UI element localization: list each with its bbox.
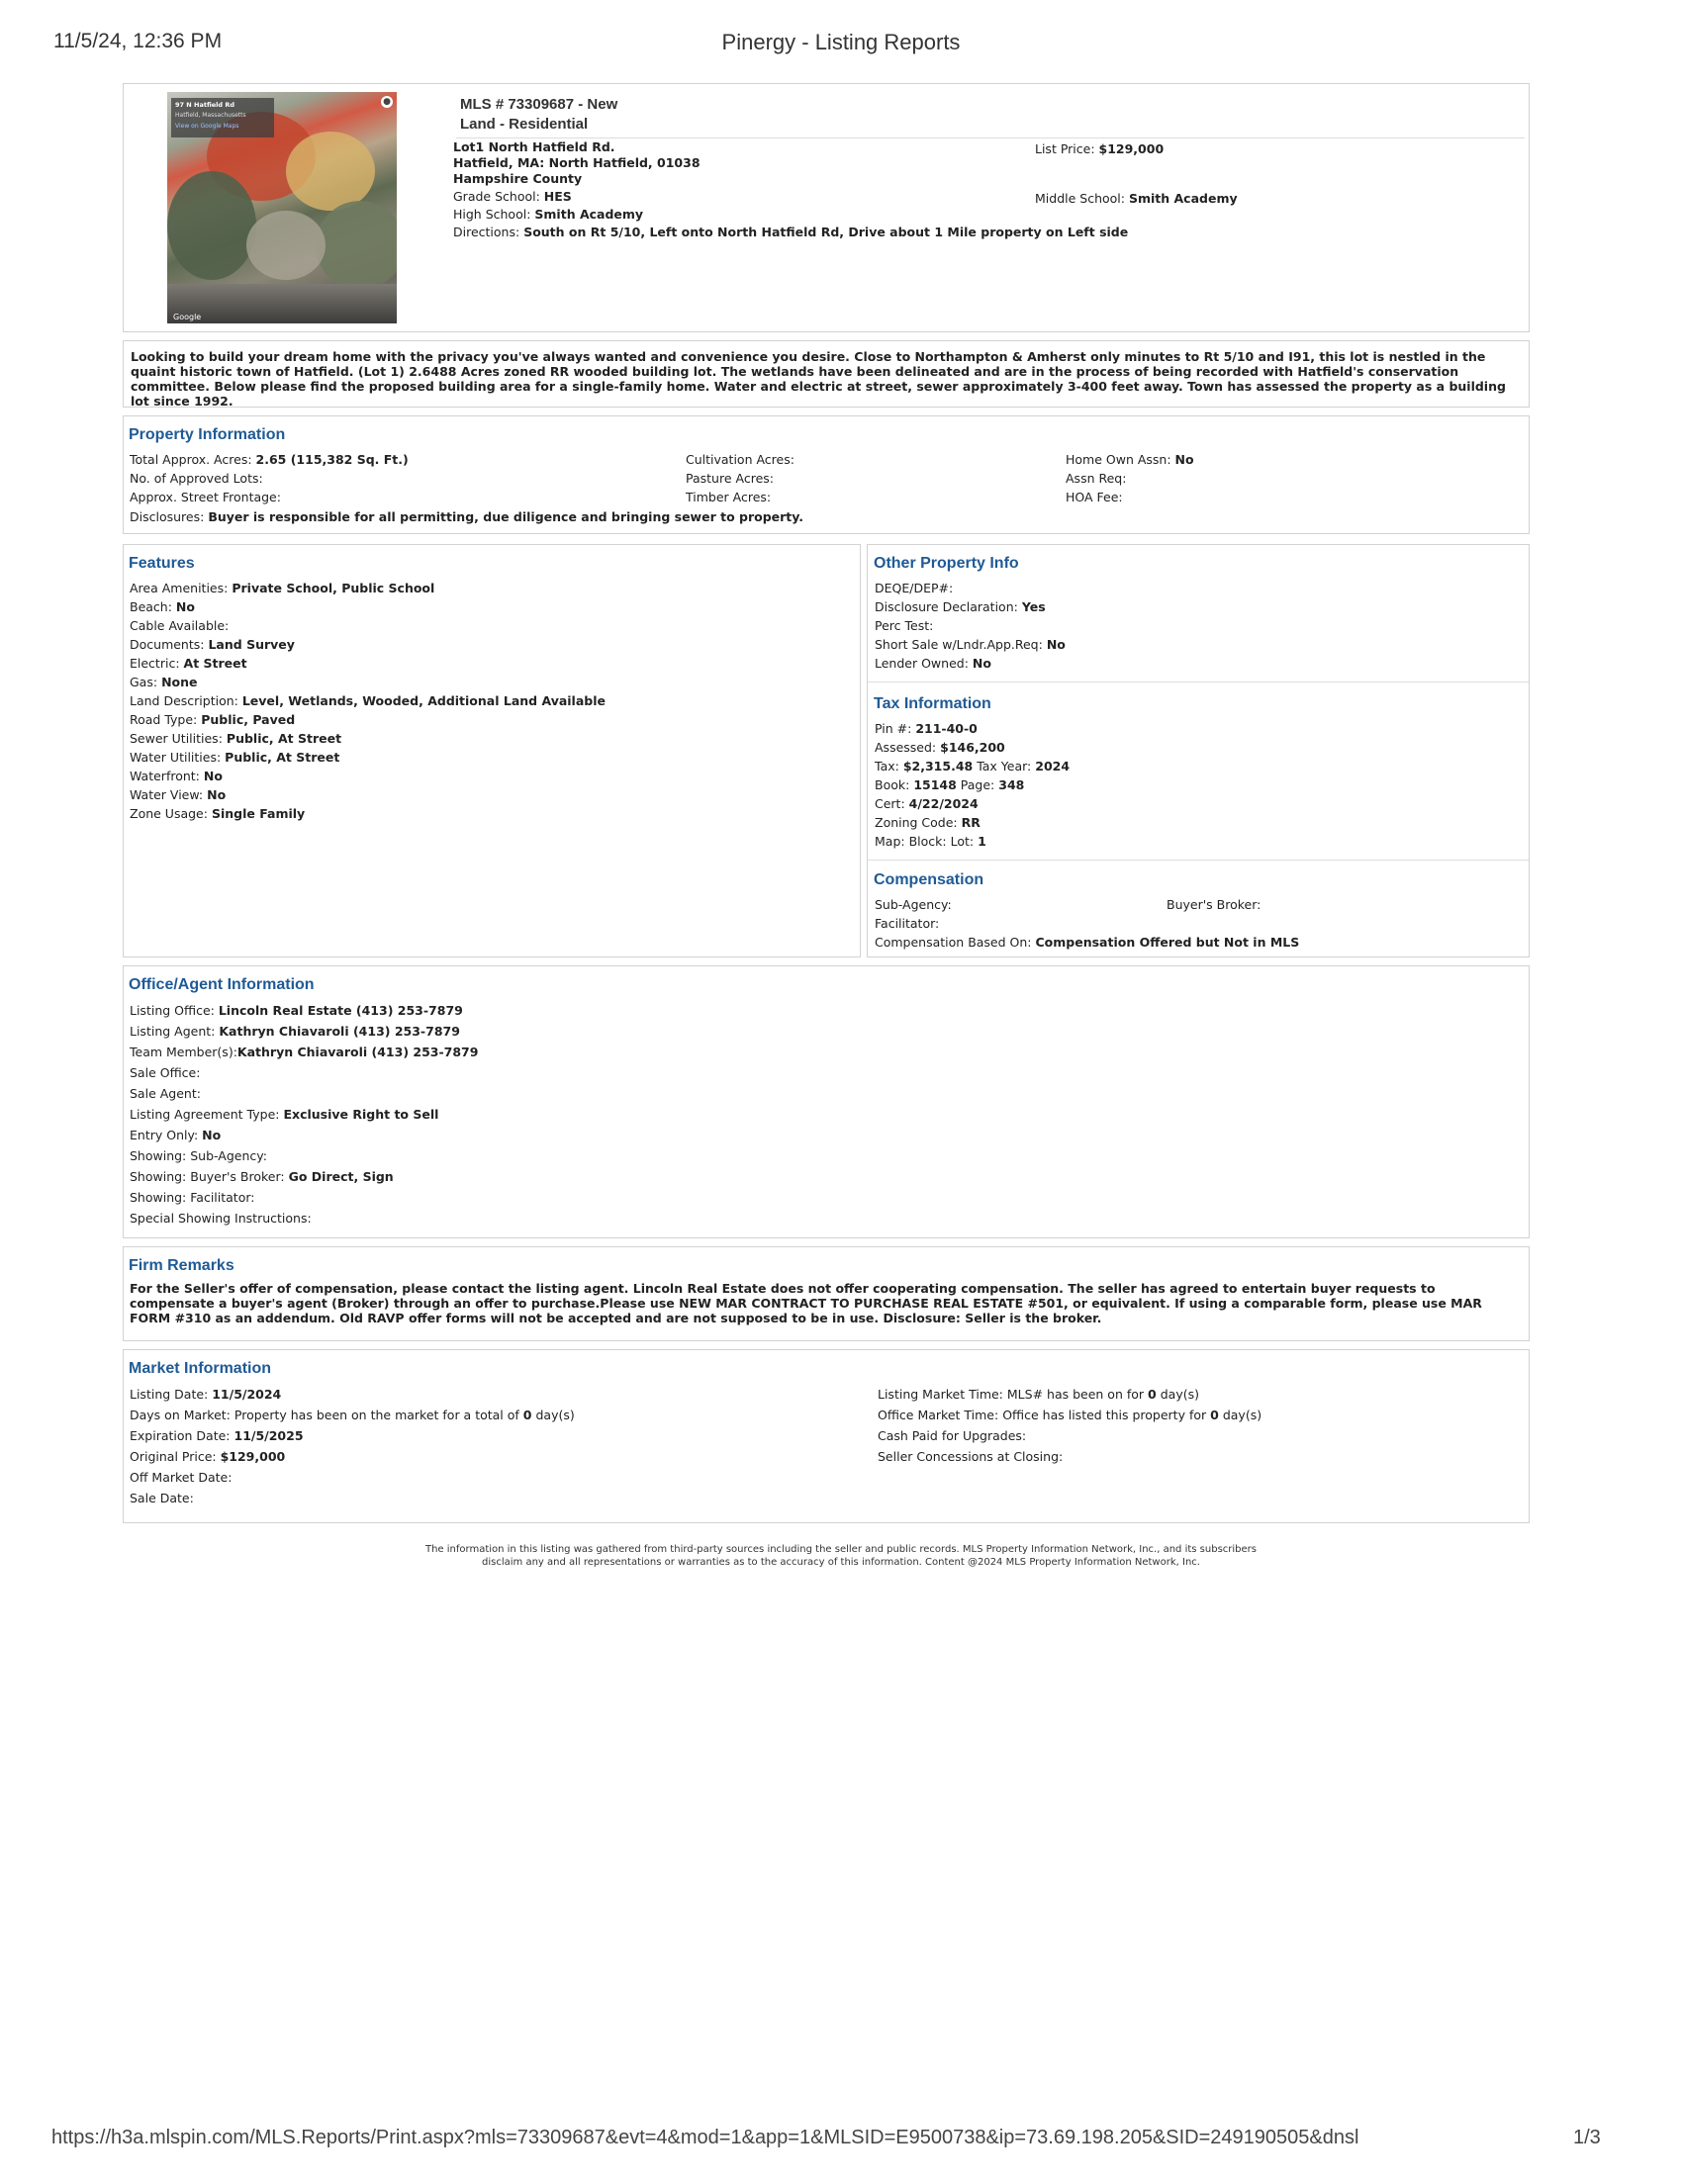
office-row: Showing: Facilitator: [130,1190,255,1205]
office-row: Showing: Sub-Agency: [130,1148,267,1163]
listing-type: Land - Residential [460,116,589,133]
property-row: Cultivation Acres: [686,452,794,467]
office-row: Sale Agent: [130,1086,201,1101]
public-remarks-text: Looking to build your dream home with the privacy you've always wanted and convenience you desire. Close to Northampton & Amherst only minutes to Rt 5/10 and I91, this lot is nestled in the quaint historic town of Hatfield. (Lot 1) 2.6488 Acres zoned RR wooded building lot. The wetlands have been delineated and are in the process of being recorded with Hatfield's conservation committee. Below please find the proposed building area for a single-family home. Water and electric at street, sewer approximately 3-400 feet away. Town has assessed the property as a building lot since 1992. [131,349,1506,409]
feature-row: Land Description: Level, Wetlands, Wooded, Additional Land Available [130,693,606,708]
listing-header [123,83,1530,332]
high-school-row: High School: Smith Academy [453,207,644,222]
market-col-left [130,1384,575,1508]
section-title-office: Office/Agent Information [129,976,315,993]
office-row: Sale Office: [130,1065,201,1080]
property-row: Total Approx. Acres: 2.65 (115,382 Sq. Ft.) [130,452,409,467]
office-row: Showing: Buyer's Broker: Go Direct, Sign [130,1169,394,1184]
section-title-firm: Firm Remarks [129,1257,234,1274]
feature-row: Electric: At Street [130,656,247,671]
list-price-value: $129,000 [1098,141,1165,156]
section-title-market: Market Information [129,1360,272,1377]
tax-row-tax: Tax: $2,315.48 Tax Year: 2024 [875,759,1071,774]
property-row: Approx. Street Frontage: [130,490,281,504]
other-row: DEQE/DEP#: [875,581,954,595]
office-row: Team Member(s):Kathryn Chiavaroli (413) 253-7879 [130,1045,479,1059]
feature-row: Beach: No [130,599,195,614]
property-col-1 [130,450,409,506]
disclaimer-line-2: disclaim any and all representations or warranties as to the accuracy of this information. Content @2024 MLS Property Information Network, Inc. [482,1557,1200,1568]
middle-school-value: Smith Academy [1128,191,1238,206]
market-col-right [878,1384,1262,1467]
office-row: Listing Office: Lincoln Real Estate (413) 253-7879 [130,1003,463,1018]
tax-row-cert: Cert: 4/22/2024 [875,796,979,811]
feature-row: Documents: Land Survey [130,637,295,652]
tax-row-assessed: Assessed: $146,200 [875,740,1005,755]
property-col-3 [1066,450,1194,506]
tax-row-book: Book: 15148 Page: 348 [875,777,1025,792]
print-datetime: 11/5/24, 12:36 PM [53,30,223,52]
feature-row: Gas: None [130,675,198,689]
feature-row: Area Amenities: Private School, Public School [130,581,435,595]
office-agent-information [123,965,1530,1238]
feature-row: Waterfront: No [130,769,223,783]
features-list [130,579,606,823]
view-on-maps-link[interactable]: View on Google Maps [175,123,239,130]
market-row-sale-date: Sale Date: [130,1491,194,1505]
county: Hampshire County [453,171,583,186]
property-row: HOA Fee: [1066,490,1123,504]
mls-number: MLS # 73309687 - New [460,96,618,113]
property-row: Assn Req: [1066,471,1127,486]
property-row: No. of Approved Lots: [130,471,263,486]
road-image-area [167,284,397,323]
print-url: https://h3a.mlspin.com/MLS.Reports/Print.aspx?mls=73309687&evt=4&mod=1&app=1&MLSID=E9500738&ip=73.69.198.205&SID=249190505&dnsl [51,2127,1359,2148]
firm-remarks-text: For the Seller's offer of compensation, please contact the listing agent. Lincoln Real Estate does not offer cooperating compensation. The seller has agreed to entertain buyer requests to compensate a buyer's agent (Broker) through an offer to purchase.Please use NEW MAR CONTRACT TO PURCHASE REAL ESTATE #501, or equivalent. If using a comparable form, please use MAR FORM #310 as an addendum. Old RAVP offer forms will not be accepted and are not supposed to be in use. Disclosure: Seller is the broker. [130,1281,1482,1325]
office-row: Listing Agreement Type: Exclusive Right to Sell [130,1107,439,1122]
office-row: Special Showing Instructions: [130,1211,312,1226]
section-title-features: Features [129,555,195,572]
market-row-dom: Days on Market: Property has been on the market for a total of 0 day(s) [130,1408,575,1422]
other-row: Disclosure Declaration: Yes [875,599,1046,614]
disclosures-value: Buyer is responsible for all permitting, due diligence and bringing sewer to property. [208,509,804,524]
market-row-off-market: Off Market Date: [130,1470,233,1485]
right-info-column [867,544,1530,957]
section-title-compensation: Compensation [874,871,984,888]
market-row-concessions: Seller Concessions at Closing: [878,1449,1064,1464]
list-price-row: List Price: $129,000 [1035,141,1165,156]
tax-row-zoning: Zoning Code: RR [875,815,981,830]
market-row-listing-date: Listing Date: 11/5/2024 [130,1387,282,1402]
property-row: Home Own Assn: No [1066,452,1194,467]
map-caption-card [171,98,274,137]
divider [868,860,1529,861]
directions-row: Directions: South on Rt 5/10, Left onto North Hatfield Rd, Drive about 1 Mile property on Left side [453,225,1129,239]
market-information [123,1349,1530,1523]
disclaimer [0,1543,1682,1569]
directions-value: South on Rt 5/10, Left onto North Hatfield Rd, Drive about 1 Mile property on Left side [523,225,1129,239]
market-row-original-price: Original Price: $129,000 [130,1449,286,1464]
comp-row-buyers-broker: Buyer's Broker: [1167,897,1262,912]
tax-info-list [875,719,1070,851]
tax-row-pin: Pin #: 211-40-0 [875,721,978,736]
section-title-tax: Tax Information [874,695,991,712]
office-list [130,1000,478,1228]
market-row-omt: Office Market Time: Office has listed this property for 0 day(s) [878,1408,1262,1422]
feature-row: Water View: No [130,787,227,802]
public-remarks [123,340,1530,408]
print-page-title: Pinergy - Listing Reports [721,30,961,54]
high-school-value: Smith Academy [534,207,644,222]
property-information [123,415,1530,534]
property-row: Timber Acres: [686,490,772,504]
address-line-2: Hatfield, MA: North Hatfield, 01038 [453,155,701,170]
office-row: Entry Only: No [130,1128,222,1142]
tax-row-map: Map: Block: Lot: 1 [875,834,986,849]
property-photo[interactable] [167,92,397,323]
google-logo: Google [173,313,202,321]
feature-row: Zone Usage: Single Family [130,806,306,821]
firm-remarks [123,1246,1530,1341]
office-row: Listing Agent: Kathryn Chiavaroli (413) 253-7879 [130,1024,460,1039]
property-row: Pasture Acres: [686,471,774,486]
section-title-other: Other Property Info [874,555,1019,572]
feature-row: Cable Available: [130,618,230,633]
section-title-property: Property Information [129,426,286,443]
other-info-list [875,579,1066,673]
map-pin-icon: ● [381,96,393,108]
market-row-cash-paid: Cash Paid for Upgrades: [878,1428,1027,1443]
features-section [123,544,861,957]
grade-school-row: Grade School: HES [453,189,572,204]
feature-row: Water Utilities: Public, At Street [130,750,340,765]
other-row: Lender Owned: No [875,656,991,671]
disclaimer-line-1: The information in this listing was gathered from third-party sources including the seller and public records. MLS Property Information Network, Inc., and its subscribers [424,1544,1257,1555]
address-block [453,139,701,187]
feature-row: Road Type: Public, Paved [130,712,296,727]
print-page-number: 1/3 [1573,2127,1601,2148]
middle-school-row: Middle School: Smith Academy [1035,191,1238,206]
map-caption-address: 97 N Hatfield Rd [175,101,234,109]
other-row: Perc Test: [875,618,934,633]
feature-row: Sewer Utilities: Public, At Street [130,731,342,746]
grade-school-value: HES [543,189,572,204]
property-col-2 [686,450,794,506]
map-caption-city: Hatfield, Massachusetts [175,112,246,119]
address-line-1: Lot1 North Hatfield Rd. [453,139,615,154]
market-row-expiration: Expiration Date: 11/5/2025 [130,1428,304,1443]
disclosures-row: Disclosures: Buyer is responsible for all permitting, due diligence and bringing sewer to property. [130,509,804,524]
other-row: Short Sale w/Lndr.App.Req: No [875,637,1066,652]
divider [456,137,1525,138]
market-row-lmt: Listing Market Time: MLS# has been on for 0 day(s) [878,1387,1199,1402]
comp-row-facilitator: Facilitator: [875,916,940,931]
comp-row-sub-agency: Sub-Agency: [875,897,952,912]
comp-row-based-on: Compensation Based On: Compensation Offered but Not in MLS [875,935,1300,950]
